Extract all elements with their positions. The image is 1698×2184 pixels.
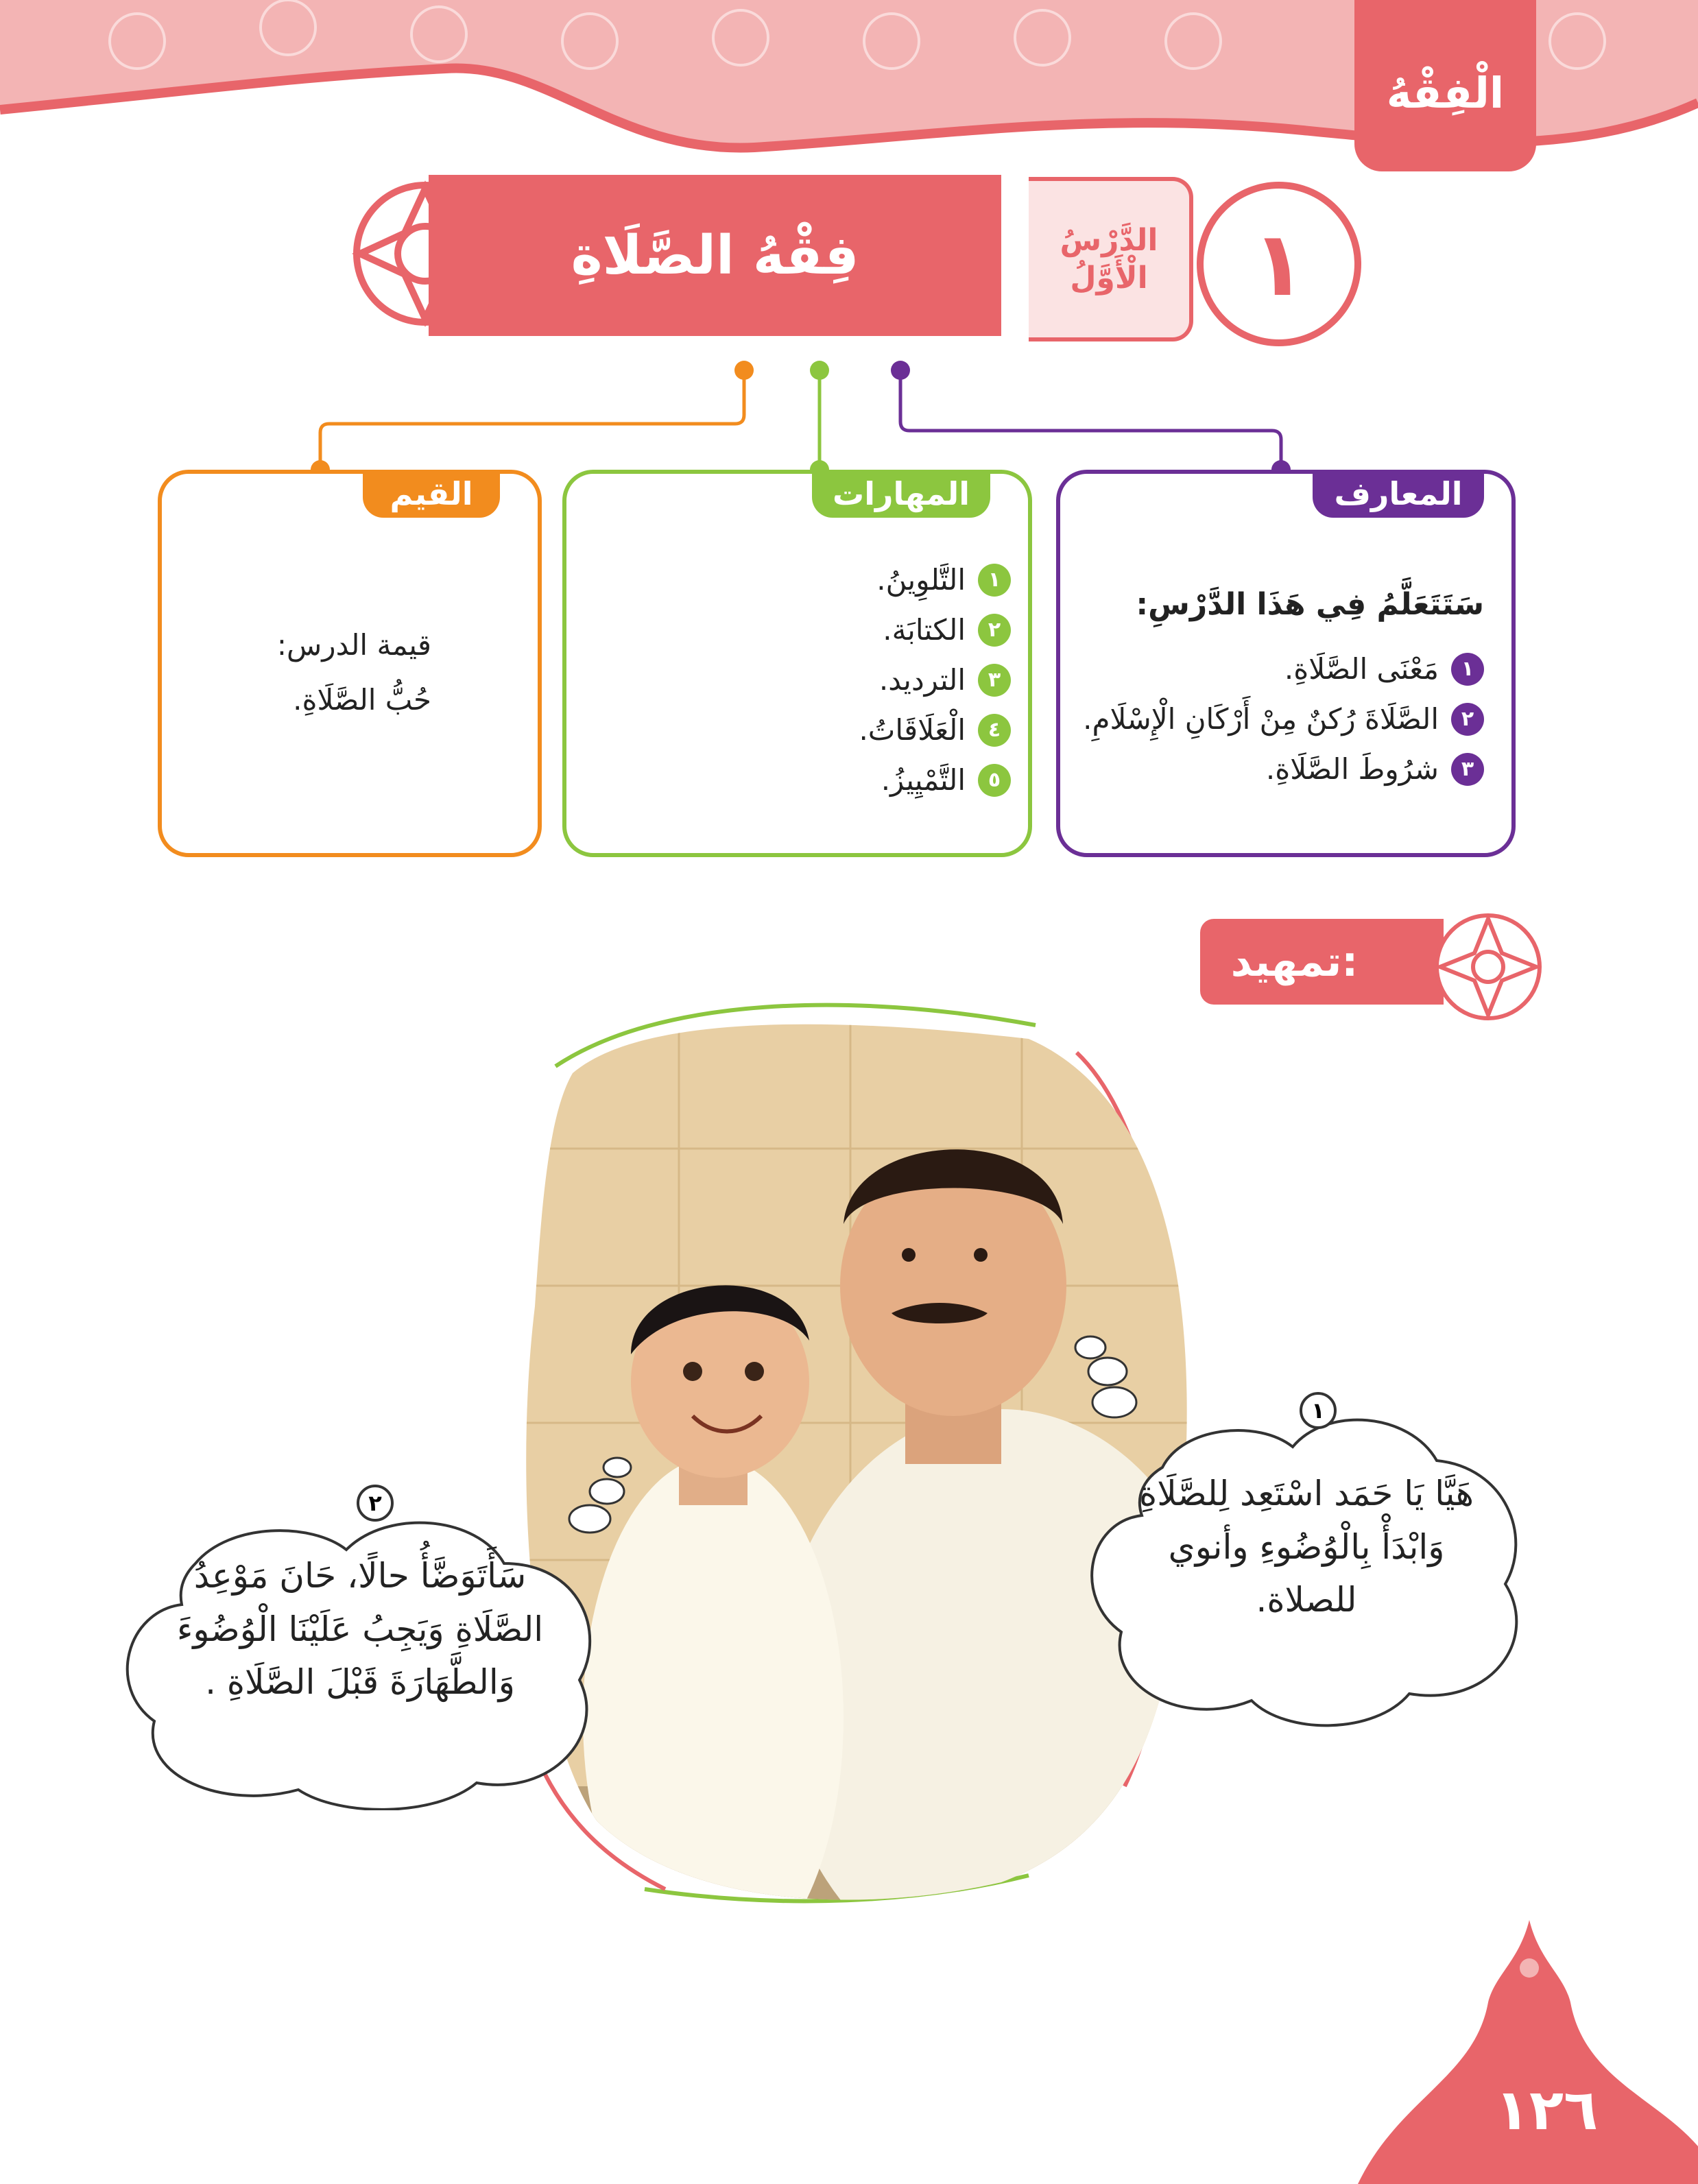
list-item [859, 713, 1011, 747]
intro-label-text: تمهيد: [1230, 937, 1359, 986]
bubble-1-line-3: للصلاة. [1256, 1580, 1357, 1620]
list-item [859, 563, 1011, 597]
skills-card [562, 470, 1032, 857]
list-item [859, 613, 1011, 647]
number-badge: ٤ [978, 714, 1011, 747]
number-badge: ١ [1451, 653, 1484, 686]
speech-bubble-2 [130, 1550, 590, 1709]
list-item-text: الْعَلَاقَاتُ. [859, 713, 966, 747]
knowledge-intro: سَتَتَعَلَّمُ فِي هَذَا الدَّرْسِ: [1136, 587, 1484, 622]
list-item-text: الصَّلَاةَ رُكنٌ مِنْ أَرْكَانِ الْإِسْلَامِ. [1083, 702, 1439, 736]
values-label: قيمة الدرس: [276, 628, 431, 662]
list-item [859, 663, 1011, 697]
knowledge-header: المعارف [1313, 470, 1484, 518]
skills-header: المهارات [812, 470, 990, 518]
list-item [1083, 702, 1484, 736]
list-item [1083, 652, 1484, 686]
bubble-1-line-2: وَابْدَأْ بِالْوُضُوءِ وأنوي [1168, 1526, 1445, 1567]
page-number: ١٢٦ [1495, 2078, 1599, 2143]
bubble-2-number: ٢ [357, 1485, 394, 1522]
connector-lines [0, 0, 1698, 494]
speech-bubble-1 [1097, 1467, 1516, 1627]
lesson-number: ١ [1252, 212, 1306, 316]
subject-title: الْفِقْهُ [1386, 67, 1505, 118]
number-badge: ٣ [978, 664, 1011, 697]
intro-label [1200, 919, 1444, 1005]
lesson-tag-line1: الدَّرْسُ [1060, 223, 1158, 258]
list-item-text: التَّمْيِيزُ. [881, 763, 966, 797]
number-badge: ٥ [978, 764, 1011, 797]
number-badge: ٣ [1451, 753, 1484, 786]
bubble-2-line-1: سَأَتَوَضَّأُ حالًا، حَانَ مَوْعِدُ [193, 1556, 527, 1596]
bubble-2-line-2: الصَّلَاةِ وَيَجِبُ عَلَيْنَا الْوُضُوءَ [176, 1609, 544, 1649]
list-item-text: الترديد. [878, 663, 966, 697]
number-badge: ٢ [1451, 703, 1484, 736]
bubble-2-line-3: وَالطَّهَارَةَ قَبْلَ الصَّلَاةِ . [205, 1662, 515, 1702]
skills-list [859, 563, 1011, 813]
mosque-dome-ornament [1358, 1920, 1698, 2184]
number-badge: ١ [978, 564, 1011, 597]
list-item-text: شرُوطَ الصَّلَاةِ. [1265, 752, 1439, 786]
number-badge: ٢ [978, 614, 1011, 647]
intro-rosette-icon [1430, 909, 1546, 1025]
bubble-1-line-1: هَيَّا يَا حَمَد اسْتَعِد لِلصَّلَاةِ [1139, 1474, 1474, 1513]
list-item-text: الكتابَة. [883, 613, 966, 647]
values-header: القيم [363, 470, 500, 518]
list-item [859, 763, 1011, 797]
knowledge-list [1083, 652, 1484, 802]
list-item-text: التَّلوِينُ. [876, 563, 966, 597]
knowledge-card [1056, 470, 1516, 857]
values-text: حُبُّ الصَّلَاةِ. [293, 683, 431, 717]
lesson-tag-line2: الْأَوَّلُ [1070, 261, 1148, 296]
list-item [1083, 752, 1484, 786]
list-item-text: مَعْنَى الصَّلَاةِ. [1284, 652, 1439, 686]
lesson-title: فِقْهُ الصَّلَاةِ [571, 224, 859, 287]
values-card [158, 470, 542, 857]
bubble-1-number: ١ [1300, 1392, 1337, 1429]
